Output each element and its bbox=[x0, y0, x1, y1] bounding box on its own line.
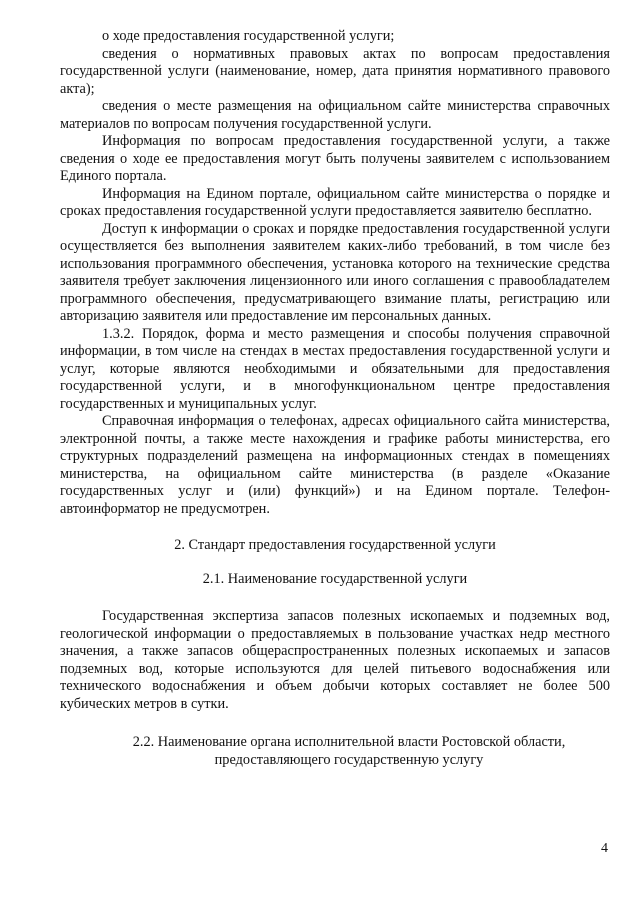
page-number: 4 bbox=[601, 841, 608, 856]
paragraph-legal-acts-info: сведения о нормативных правовых актах по вопросам предоставления государственной услуги (наименование, номер, дата принятия нормативного правового акта); bbox=[60, 45, 610, 97]
paragraph-1-3-2-reference-info-order: 1.3.2. Порядок, форма и место размещения и способы получения справочной информации, в том числе на стендах в местах предоставления государственной услуги и услуг, которые являются необходимыми и обязательными для предоставления государственной услуги, и в многофункциональном центре предоставления государственных и муниципальных услуг. bbox=[60, 325, 610, 412]
document-page bbox=[60, 28, 610, 769]
paragraph-unified-portal-info: Информация по вопросам предоставления государственной услуги, а также сведения о ходе ее предоставления могут быть получены заявителем с использованием Единого портала. bbox=[60, 133, 610, 184]
paragraph-contacts-reference-info: Справочная информация о телефонах, адресах официального сайта министерства, электронной почты, а также месте нахождения и графике работы министерства, его структурных подразделений размещена на информационных стендах в помещениях министерства, на официальном сайте министерства (в разделе «Оказание государственных услуг и (или) функций») и на Едином портале. Телефон-автоинформатор не предусмотрен. bbox=[60, 413, 610, 517]
paragraph-reference-materials-location: сведения о месте размещения на официальном сайте министерства справочных материалов по вопросам получения государственной услуги. bbox=[60, 98, 610, 132]
section-2-2-heading: 2.2. Наименование органа исполнительной власти Ростовской области, предоставляющего государственную услугу bbox=[132, 734, 566, 768]
paragraph-service-name: Государственная экспертиза запасов полезных ископаемых и подземных вод, геологической информации о предоставляемых в пользование участках недр местного значения, а также запасов общераспространенных полезных ископаемых и запасов подземных вод, которые используются для целей питьевого водоснабжения или технического водоснабжения и объем добычи которых составляет не более 500 кубических метров в сутки. bbox=[60, 608, 610, 712]
paragraph-progress-info: о ходе предоставления государственной услуги; bbox=[102, 28, 395, 44]
section-2-heading: 2. Стандарт предоставления государственной услуги bbox=[174, 537, 496, 553]
paragraph-free-information: Информация на Едином портале, официальном сайте министерства о порядке и сроках предоставления государственной услуги предоставляется заявителю бесплатно. bbox=[60, 185, 610, 219]
paragraph-access-without-requirements: Доступ к информации о сроках и порядке предоставления государственной услуги осуществляется без выполнения заявителем каких-либо требований, в том числе без использования программного обеспечения, установка которого на технические средства заявителя требует заключения лицензионного или иного соглашения с правообладателем программного обеспечения, предусматривающего взимание платы, регистрацию или авторизацию заявителя или предоставление им персональных данных. bbox=[60, 220, 610, 324]
section-2-1-heading: 2.1. Наименование государственной услуги bbox=[202, 570, 468, 587]
